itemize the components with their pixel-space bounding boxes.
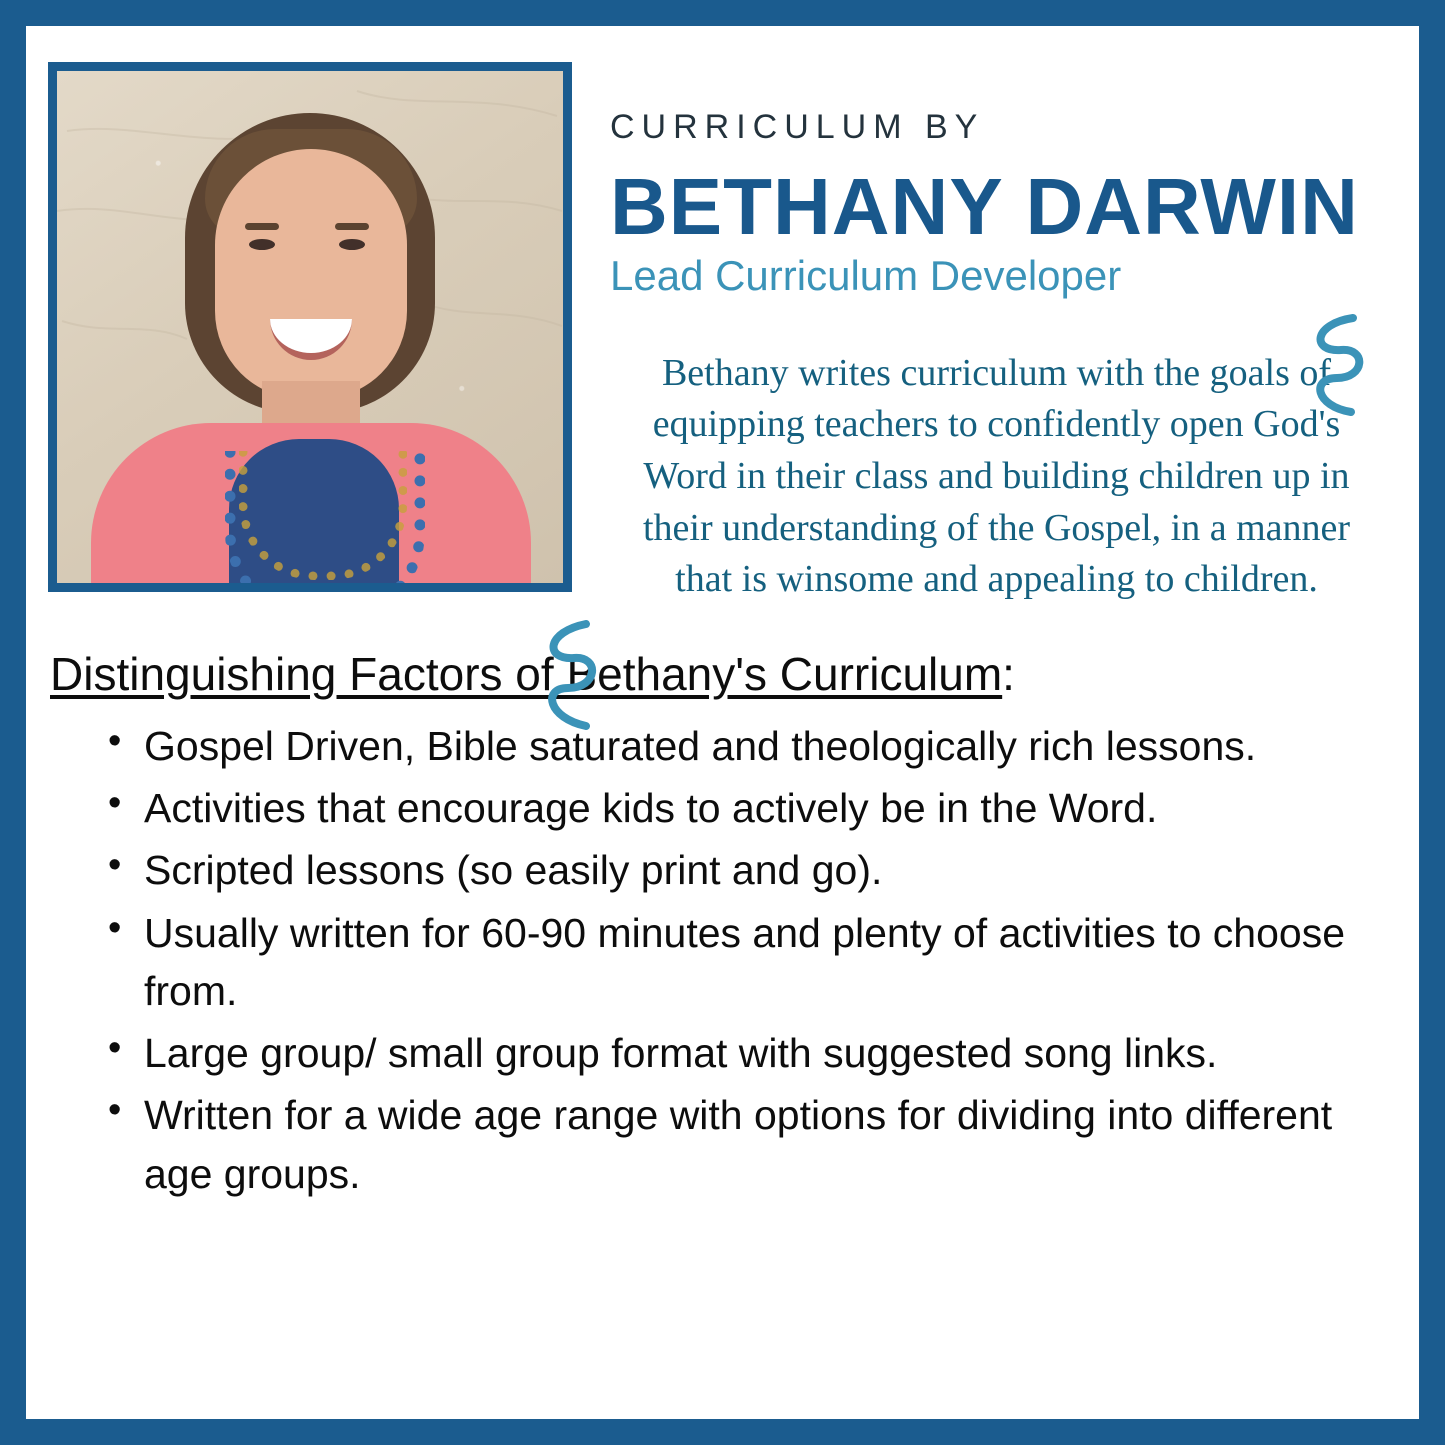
factors-heading [50,648,1393,701]
eyebrow-left [245,223,279,230]
eyebrow-text: CURRICULUM BY [610,108,985,146]
list-item: • Written for a wide age range with options for dividing into different age groups. [108,1086,1393,1202]
list-item: • Gospel Driven, Bible saturated and theologically rich lessons. [108,717,1393,775]
list-item: • Large group/ small group format with suggested song links. [108,1024,1393,1082]
eye-left [249,239,275,250]
factors-heading-colon: : [1002,648,1015,701]
necklace-inner [239,451,407,580]
eye-right [339,239,365,250]
header-section [26,26,1419,606]
poster-body [26,26,1419,1419]
author-role: Lead Curriculum Developer [610,251,1122,299]
author-blurb: Bethany writes curriculum with the goals of equipping teachers to confidently open God's Word in their class and building children up in their understanding of the Gospel, in a manner that is winsome and appealing to children. [642,351,1351,601]
factors-list [50,717,1393,1203]
portrait-photo [48,62,572,592]
list-item: • Usually written for 60-90 minutes and plenty of activities to choose from. [108,904,1393,1020]
eyebrow-right [335,223,369,230]
face-shape [215,149,407,399]
factors-section [26,606,1419,1203]
title-block [572,62,1389,606]
factors-heading-text: Distinguishing Factors of Bethany's Curriculum [50,648,1003,701]
list-item: • Activities that encourage kids to actively be in the Word. [108,779,1393,837]
author-name: BETHANY DARWIN [610,162,1359,251]
list-item: • Scripted lessons (so easily print and go). [108,841,1393,899]
